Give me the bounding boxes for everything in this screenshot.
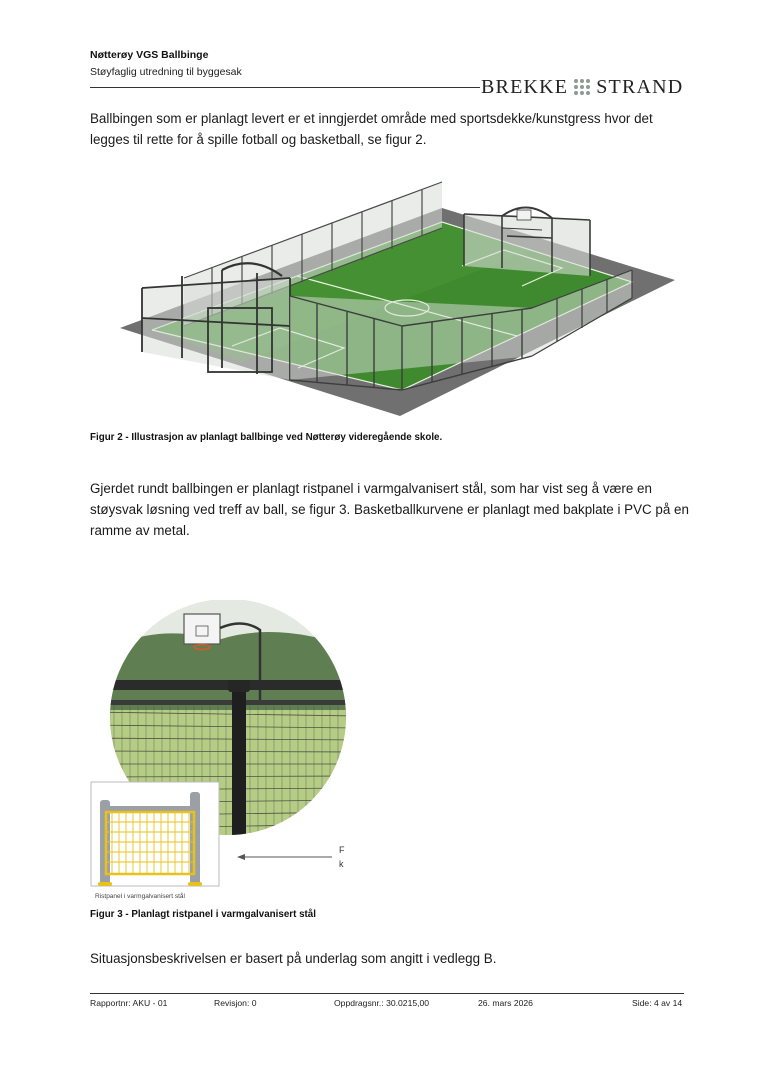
paragraph-fence: Gjerdet rundt ballbingen er planlagt ristpanel i varmgalvanisert stål, som har vist seg å være en støysvak løsning ved treff av ball, se figur 3. Basketballkurvene er planlagt med bakplate i PVC på en ramme av metal. <box>90 481 689 538</box>
backboard <box>184 614 220 644</box>
header-subtitle: Støyfaglig utredning til byggesak <box>90 66 242 78</box>
header-rule <box>90 87 480 88</box>
logo-text-right: STRAND <box>596 75 684 98</box>
footer-date: 26. mars 2026 <box>478 998 533 1008</box>
footer-report-no: Rapportnr: AKU - 01 <box>90 998 168 1008</box>
figure-3-caption: Figur 3 - Planlagt ristpanel i varmgalvanisert stål <box>90 909 316 920</box>
figure-3-cut-text-line-2: k <box>339 859 344 869</box>
footer-page: Side: 4 av 14 <box>632 998 683 1008</box>
header-title: Nøtterøy VGS Ballbinge <box>90 49 209 61</box>
company-logo <box>481 76 686 98</box>
figure-3-inset-label: Ristpanel i varmgalvanisert stål <box>95 893 185 900</box>
paragraph-intro: Ballbingen som er planlagt levert er et inngjerdet område med sportsdekke/kunstgress hvor det legges til rette for å spille fotball og basketball, se figur 2. <box>90 111 653 147</box>
footer-assignment-no: Oppdragsnr.: 30.0215,00 <box>334 998 430 1008</box>
paragraph-basis: Situasjonsbeskrivelsen er basert på underlag som angitt i vedlegg B. <box>90 951 497 966</box>
footer-revision: Revisjon: 0 <box>214 998 257 1008</box>
logo-text-left: BREKKE <box>481 75 569 98</box>
footer-rule <box>90 993 684 994</box>
goal-end-far <box>464 214 590 276</box>
fence-post <box>232 684 246 844</box>
arrow-left-icon <box>237 853 332 861</box>
figure-3-cut-text-line-1: F <box>339 845 345 855</box>
figure-2-caption: Figur 2 - Illustrasjon av planlagt ballbinge ved Nøtterøy videregående skole. <box>90 432 443 443</box>
figure-2-illustration <box>112 158 680 423</box>
goal-end-near <box>142 278 290 380</box>
logo-dots-icon <box>574 79 590 95</box>
figure-3-cut-text <box>339 843 345 871</box>
